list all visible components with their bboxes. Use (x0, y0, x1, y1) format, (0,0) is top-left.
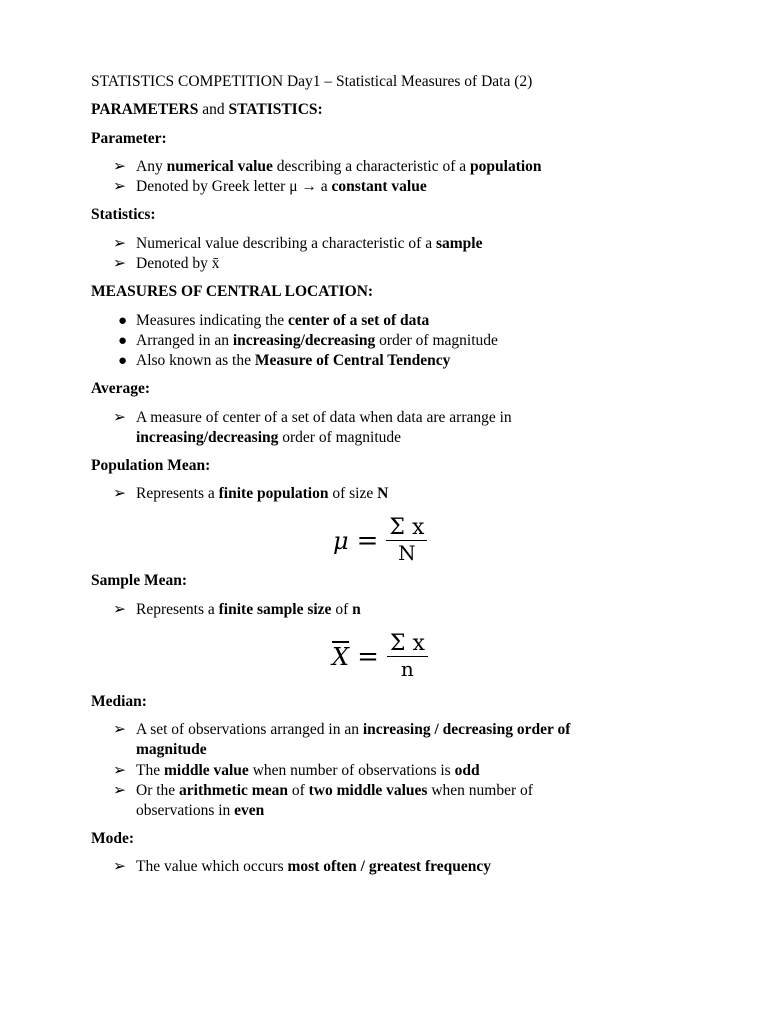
mode-heading: Mode: (91, 830, 135, 847)
formula-numerator: Σ x (387, 632, 428, 657)
dot-bullet-icon: ● (118, 353, 128, 369)
list-item: Represents a finite population of size N (136, 485, 389, 502)
arrow-bullet-icon: ➢ (113, 235, 126, 252)
list-item: Also known as the Measure of Central Tendency (136, 352, 451, 369)
list-item: The middle value when number of observations is odd (136, 762, 480, 779)
formula-fraction (386, 516, 427, 565)
list-item: Arranged in an increasing/decreasing order of magnitude (136, 332, 498, 349)
list-item-continuation: magnitude (136, 741, 207, 758)
formula-equals: = (357, 641, 379, 672)
list-item: Denoted by Greek letter μ → a constant value (136, 178, 427, 195)
heading-part: PARAMETERS (91, 101, 199, 118)
right-arrow-icon: → (301, 178, 317, 195)
heading-part: STATISTICS: (228, 101, 323, 118)
arrow-bullet-icon: ➢ (113, 782, 126, 799)
list-item: Any numerical value describing a characteristic of a population (136, 158, 542, 175)
heading-connector: and (198, 101, 229, 118)
list-item: Measures indicating the center of a set of data (136, 312, 430, 329)
formula-fraction (387, 632, 428, 681)
document-title: STATISTICS COMPETITION Day1 – Statistical Measures of Data (2) (91, 73, 533, 90)
arrow-bullet-icon: ➢ (113, 255, 126, 272)
list-item: Or the arithmetic mean of two middle values when number of (136, 782, 533, 799)
arrow-bullet-icon: ➢ (113, 601, 126, 618)
population-mean-heading: Population Mean: (91, 457, 211, 474)
arrow-bullet-icon: ➢ (113, 762, 126, 779)
average-heading: Average: (91, 380, 151, 397)
sample-mean-formula (332, 632, 428, 681)
list-item: A set of observations arranged in an increasing / decreasing order of (136, 721, 571, 738)
formula-equals: = (356, 525, 379, 556)
parameter-heading: Parameter: (91, 130, 167, 147)
arrow-bullet-icon: ➢ (113, 158, 126, 175)
list-item: The value which occurs most often / greatest frequency (136, 858, 491, 875)
population-mean-formula (333, 516, 427, 565)
median-heading: Median: (91, 693, 147, 710)
list-item: A measure of center of a set of data when data are arrange in (136, 409, 512, 426)
list-item: Numerical value describing a characteristic of a sample (136, 235, 483, 252)
arrow-bullet-icon: ➢ (113, 858, 126, 875)
formula-lhs: $\overline{X}$ (332, 642, 350, 671)
arrow-bullet-icon: ➢ (113, 721, 126, 738)
formula-denominator: n (400, 657, 414, 681)
formula-lhs: μ (333, 526, 349, 555)
formula-denominator: N (398, 541, 416, 565)
arrow-bullet-icon: ➢ (113, 178, 126, 195)
dot-bullet-icon: ● (118, 313, 128, 329)
statistics-heading: Statistics: (91, 206, 156, 223)
section-heading-parameters-statistics (91, 100, 323, 120)
list-item: Denoted by x̄ (136, 255, 220, 272)
list-item: Represents a finite sample size of n (136, 601, 361, 618)
list-item-continuation: increasing/decreasing order of magnitude (136, 429, 402, 446)
central-location-heading: MEASURES OF CENTRAL LOCATION: (91, 283, 374, 300)
sample-mean-heading: Sample Mean: (91, 572, 188, 589)
dot-bullet-icon: ● (118, 333, 128, 349)
list-item-continuation: observations in even (136, 802, 265, 819)
formula-numerator: Σ x (386, 516, 427, 541)
arrow-bullet-icon: ➢ (113, 485, 126, 502)
arrow-bullet-icon: ➢ (113, 409, 126, 426)
